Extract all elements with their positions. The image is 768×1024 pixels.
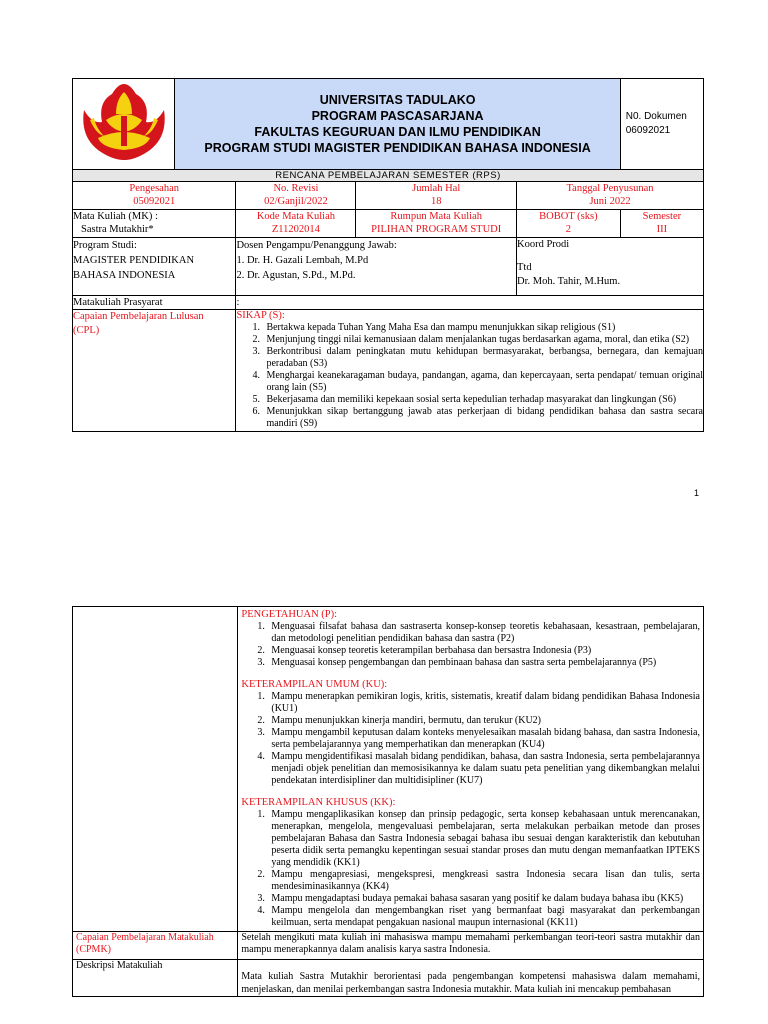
kk-list <box>241 809 700 929</box>
revisi-cell <box>236 182 356 210</box>
list-item: 1. Mampu menerapkan pemikiran logis, kritis, sistematis, kreatif dalam bidang pendidikan Bahasa Indonesia (KU1) <box>267 691 700 715</box>
list-item: 2. Menguasai konsep teoretis keterampilan berbahasa dan bersastra Indonesia (P3) <box>267 645 700 657</box>
list-item: 4. Mampu mengidentifikasi masalah bidang pendidikan, bahasa, dan sastra Indonesia, serta pembelajarannya menjadi objek penelitian dan memosisikannya ke dalam suatu peta penelitian yang dikembangkan melalui pendekatan interdisipliner dan multidisipliner (KU7) <box>267 751 700 787</box>
kode-value: Z11202014 <box>271 224 320 235</box>
rps-table <box>72 78 704 432</box>
list-item: 2. Mampu mengapresiasi, mengekspresi, mengkreasi sastra Indonesia secara lisan dan tulis, serta mendesiminasikannya (KK4) <box>267 869 700 893</box>
jumlah-hal-label: Jumlah Hal <box>412 183 461 194</box>
dosen-1: 1. Dr. H. Gazali Lembah, M.Pd <box>236 255 369 266</box>
list-item: 3. Mampu mengadaptasi budaya pemakai bahasa sasaran yang positif ke dalam budaya bahasa ibu (KK5) <box>267 893 700 905</box>
cpmk-label-line1: Capaian Pembelajaran Matakuliah <box>76 932 214 943</box>
koord-prodi-label: Koord Prodi <box>517 239 570 250</box>
list-item: 3. Menguasai konsep pengembangan dan pembinaan bahasa dan sastra serta pembelajarannya (P5) <box>267 657 700 669</box>
list-item: 1. Bertakwa kepada Tuhan Yang Maha Esa dan mampu menunjukkan sikap religious (S1) <box>262 322 703 334</box>
pengesahan-value: 05092021 <box>133 196 176 207</box>
cpl-label-line1: Capaian Pembelajaran Lulusan <box>73 311 204 322</box>
pengetahuan-list <box>241 621 700 669</box>
page-number: 1 <box>694 488 700 498</box>
faculty-name: FAKULTAS KEGURUAN DAN ILMU PENDIDIKAN <box>254 125 541 139</box>
bobot-value: 2 <box>565 224 571 235</box>
document-number-cell <box>620 79 703 170</box>
rumpun-value: PILIHAN PROGRAM STUDI <box>371 224 502 235</box>
study-program-name: PROGRAM STUDI MAGISTER PENDIDIKAN BAHASA INDONESIA <box>204 141 591 155</box>
list-item: 1. Mampu mengaplikasikan konsep dan prinsip pedagogic, serta konsep kebahasaan untuk merencanakan, menerapkan, mengelola, mengevaluasi pembelajaran, serta melakukan perbaikan metode dan proses pembelajaran Bahasa dan Sastra Indonesia sebagai bahasa ibu sesuai dengan karakteristik dan kebutuhan peserta didik serta pemangku kepentingan sesuai standar proses dan mutu dengan memanfaatkan IPTEKS yang mendidik (KK1) <box>267 809 700 869</box>
kk-heading: KETERAMPILAN KHUSUS (KK): <box>241 797 396 808</box>
koord-prodi-name: Dr. Moh. Tahir, M.Hum. <box>517 276 621 287</box>
mata-kuliah-label: Mata Kuliah (MK) : <box>73 211 158 222</box>
cpl-content-cell <box>236 310 704 432</box>
dosen-cell <box>236 238 517 296</box>
cpmk-label-line2: (CPMK) <box>76 944 112 955</box>
jumlah-hal-cell <box>356 182 517 210</box>
bobot-cell <box>517 210 621 238</box>
empty-label-cell <box>73 607 238 932</box>
semester-label: Semester <box>642 211 682 222</box>
deskripsi-label: Deskripsi Matakuliah <box>73 960 238 997</box>
cpmk-label-cell <box>73 932 238 960</box>
sikap-heading: SIKAP (S): <box>236 310 285 321</box>
sikap-list <box>236 322 703 430</box>
university-name: UNIVERSITAS TADULAKO <box>319 93 476 107</box>
revisi-label: No. Revisi <box>273 183 319 194</box>
tanggal-value: Juni 2022 <box>589 196 631 207</box>
mata-kuliah-cell <box>73 210 236 238</box>
cpmk-text: Setelah mengikuti mata kuliah ini mahasiswa mampu memahami perkembangan teori-teori sastra mutakhir dan mampu menerapkannya dalam analisis karya sastra Indonesia. <box>238 932 704 960</box>
prasyarat-label: Matakuliah Prasyarat <box>73 296 236 310</box>
semester-cell <box>620 210 703 238</box>
kode-cell <box>236 210 356 238</box>
semester-value: III <box>656 224 668 235</box>
revisi-value: 02/Ganjil/2022 <box>264 196 328 207</box>
institution-header <box>175 79 620 170</box>
document-page-1 <box>0 0 768 498</box>
pengetahuan-heading: PENGETAHUAN (P): <box>241 609 338 620</box>
list-item: 4. Menghargai keanekaragaman budaya, pandangan, agama, dan kepercayaan, serta pendapat/ temuan original orang lain (S5) <box>262 370 703 394</box>
rps-table-continued <box>72 606 704 997</box>
university-logo <box>76 80 172 164</box>
document-number-value: 06092021 <box>625 125 671 136</box>
deskripsi-text: Mata kuliah Sastra Mutakhir berorientasi pada pengembangan kompetensi mahasiswa dalam memahami, menjelaskan, dan menilai perkembangan sastra Indonesia mutakhir. Mata kuliah ini mencakup pembahasan <box>238 960 704 997</box>
rumpun-label: Rumpun Mata Kuliah <box>390 211 482 222</box>
program-studi-line1: MAGISTER PENDIDIKAN <box>73 255 195 266</box>
pengesahan-label: Pengesahan <box>129 183 179 194</box>
rumpun-cell <box>356 210 517 238</box>
page-separator <box>0 540 768 606</box>
list-item: 6. Menunjukkan sikap bertanggung jawab atas perkerjaan di bidang pendidikan bahasa dan sastra secara mandiri (S9) <box>262 406 703 430</box>
program-studi-line2: BAHASA INDONESIA <box>73 270 176 281</box>
document-page-2 <box>0 606 768 1024</box>
list-item: 5. Bekerjasama dan memiliki kepekaan sosial serta kepedulian terhadap masyarakat dan lingkungan (S6) <box>262 394 703 406</box>
list-item: 4. Mampu mengelola dan mengembangkan riset yang bermanfaat bagi masyarakat dan perkembangan keilmuan, serta mendapat pengakuan nasional maupun internasional (KK11) <box>267 905 700 929</box>
list-item: 2. Mampu menunjukkan kinerja mandiri, bermutu, dan terukur (KU2) <box>267 715 700 727</box>
program-studi-cell <box>73 238 236 296</box>
koord-prodi-cell <box>517 238 704 296</box>
dosen-label: Dosen Pengampu/Penanggung Jawab: <box>236 240 397 251</box>
jumlah-hal-value: 18 <box>430 196 442 207</box>
ku-list <box>241 691 700 787</box>
pengesahan-cell <box>73 182 236 210</box>
list-item: 1. Menguasai filsafat bahasa dan sastraserta konsep-konsep teoretis kebahasaan, kesastraan, pembelajaran, dan metodologi penelitian pendidikan bahasa dan sastra (P2) <box>267 621 700 645</box>
ttd-label: Ttd <box>517 262 532 273</box>
program-studi-label: Program Studi: <box>73 240 137 251</box>
rps-title: RENCANA PEMBELAJARAN SEMESTER (RPS) <box>73 170 704 182</box>
kode-label: Kode Mata Kuliah <box>256 211 335 222</box>
cpl-label-cell <box>73 310 236 432</box>
document-number-label: N0. Dokumen <box>625 111 687 122</box>
program-name: PROGRAM PASCASARJANA <box>311 109 484 123</box>
ku-heading: KETERAMPILAN UMUM (KU): <box>241 679 388 690</box>
list-item: 3. Mampu mengambil keputusan dalam konteks menyelesaikan masalah bidang bahasa, dan sastra Indonesia, serta pembelajarannya yang memperhatikan dan menerapkan (KU4) <box>267 727 700 751</box>
mata-kuliah-value: Sastra Mutakhir* <box>81 224 154 235</box>
tanggal-label: Tanggal Penyusunan <box>566 183 654 194</box>
cpl-continued-cell <box>238 607 704 932</box>
tanggal-cell <box>517 182 704 210</box>
list-item: 2. Menjunjung tinggi nilai kemanusiaan dalam menjalankan tugas berdasarkan agama, moral, dan etika (S2) <box>262 334 703 346</box>
bobot-label: BOBOT (sks) <box>539 211 598 222</box>
dosen-2: 2. Dr. Agustan, S.Pd., M.Pd. <box>236 270 356 281</box>
list-item: 3. Berkontribusi dalam peningkatan mutu kehidupan bermasyarakat, berbangsa, bernegara, dan kemajuan peradaban (S3) <box>262 346 703 370</box>
prasyarat-value: : <box>236 296 704 310</box>
cpl-label-line2: (CPL) <box>73 325 100 336</box>
logo-cell <box>73 79 175 170</box>
